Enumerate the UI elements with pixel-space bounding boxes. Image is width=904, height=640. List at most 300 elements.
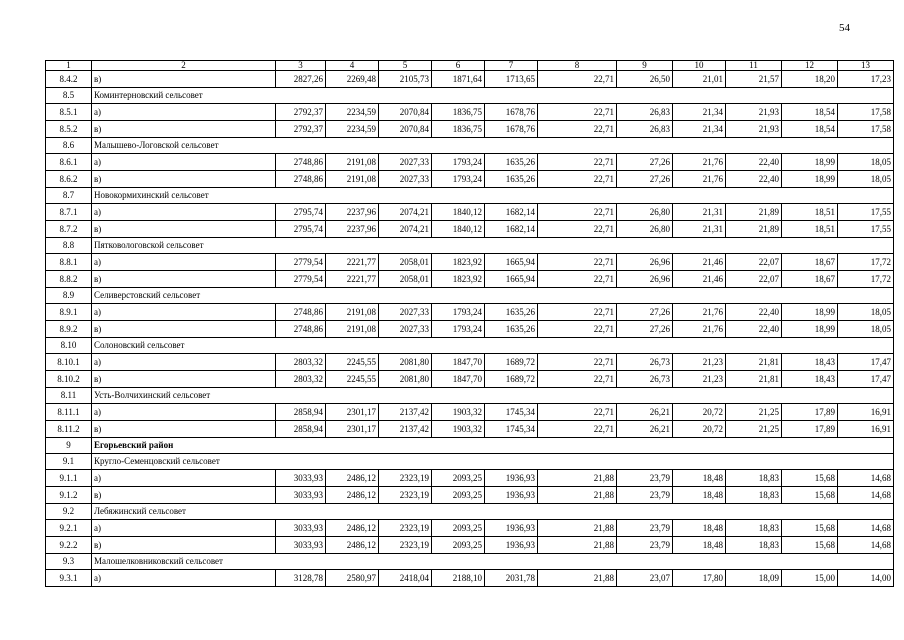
row-code: 9.3.1 <box>46 570 92 587</box>
value-cell: 21,23 <box>673 354 726 371</box>
value-cell: 1635,26 <box>485 321 538 338</box>
row-label: а) <box>92 354 276 371</box>
row-label: а) <box>92 404 276 421</box>
value-cell: 2137,42 <box>379 404 432 421</box>
tariff-table <box>45 60 894 587</box>
value-cell: 2027,33 <box>379 171 432 188</box>
table-row <box>46 520 894 537</box>
value-cell: 26,96 <box>617 271 673 288</box>
value-cell: 18,51 <box>782 204 838 221</box>
row-code: 8.9.1 <box>46 304 92 321</box>
value-cell: 3033,93 <box>276 537 326 554</box>
value-cell: 26,50 <box>617 71 673 88</box>
value-cell: 18,99 <box>782 321 838 338</box>
column-number-cell: 7 <box>485 61 538 71</box>
table-row <box>46 171 894 188</box>
row-label: а) <box>92 104 276 121</box>
column-number-cell: 12 <box>782 61 838 71</box>
value-cell: 2323,19 <box>379 487 432 504</box>
value-cell: 17,47 <box>838 354 894 371</box>
value-cell: 18,20 <box>782 71 838 88</box>
value-cell: 21,25 <box>726 421 782 438</box>
value-cell: 2234,59 <box>326 104 379 121</box>
value-cell: 1678,76 <box>485 121 538 138</box>
value-cell: 17,80 <box>673 570 726 587</box>
table-row <box>46 404 894 421</box>
row-label: в) <box>92 171 276 188</box>
value-cell: 18,05 <box>838 321 894 338</box>
value-cell: 22,71 <box>538 404 617 421</box>
value-cell: 21,01 <box>673 71 726 88</box>
value-cell: 2803,32 <box>276 354 326 371</box>
value-cell: 3033,93 <box>276 487 326 504</box>
value-cell: 18,05 <box>838 171 894 188</box>
value-cell: 2418,04 <box>379 570 432 587</box>
row-label: в) <box>92 537 276 554</box>
value-cell: 2858,94 <box>276 404 326 421</box>
settlement-name: Малышево-Логовской сельсовет <box>92 138 894 154</box>
value-cell: 1836,75 <box>432 121 485 138</box>
value-cell: 2792,37 <box>276 104 326 121</box>
table-row <box>46 487 894 504</box>
value-cell: 16,91 <box>838 421 894 438</box>
value-cell: 1689,72 <box>485 371 538 388</box>
value-cell: 21,89 <box>726 204 782 221</box>
row-code: 9.2.1 <box>46 520 92 537</box>
table-row <box>46 354 894 371</box>
value-cell: 2748,86 <box>276 154 326 171</box>
value-cell: 2093,25 <box>432 470 485 487</box>
column-number-cell: 1 <box>46 61 92 71</box>
value-cell: 18,09 <box>726 570 782 587</box>
row-code: 8.4.2 <box>46 71 92 88</box>
value-cell: 21,25 <box>726 404 782 421</box>
value-cell: 2237,96 <box>326 221 379 238</box>
row-code: 8.5 <box>46 88 92 104</box>
value-cell: 22,40 <box>726 304 782 321</box>
value-cell: 26,73 <box>617 371 673 388</box>
value-cell: 1793,24 <box>432 321 485 338</box>
value-cell: 1840,12 <box>432 221 485 238</box>
row-code: 8.6 <box>46 138 92 154</box>
value-cell: 17,23 <box>838 71 894 88</box>
row-code: 8.5.2 <box>46 121 92 138</box>
value-cell: 21,81 <box>726 371 782 388</box>
column-number-cell: 2 <box>92 61 276 71</box>
value-cell: 2748,86 <box>276 321 326 338</box>
row-label: в) <box>92 321 276 338</box>
value-cell: 2093,25 <box>432 487 485 504</box>
value-cell: 17,89 <box>782 421 838 438</box>
value-cell: 18,67 <box>782 254 838 271</box>
section-row <box>46 438 894 454</box>
value-cell: 2486,12 <box>326 470 379 487</box>
value-cell: 2058,01 <box>379 271 432 288</box>
table-row <box>46 304 894 321</box>
value-cell: 2031,78 <box>485 570 538 587</box>
table-row <box>46 154 894 171</box>
row-code: 8.11.1 <box>46 404 92 421</box>
value-cell: 2074,21 <box>379 204 432 221</box>
settlement-name: Усть-Волчихинский сельсовет <box>92 388 894 404</box>
value-cell: 1936,93 <box>485 487 538 504</box>
table-row <box>46 71 894 88</box>
row-code: 8.6.1 <box>46 154 92 171</box>
row-code: 8.9 <box>46 288 92 304</box>
value-cell: 1836,75 <box>432 104 485 121</box>
value-cell: 22,07 <box>726 271 782 288</box>
header-row <box>46 61 894 71</box>
value-cell: 1689,72 <box>485 354 538 371</box>
value-cell: 2191,08 <box>326 171 379 188</box>
value-cell: 26,96 <box>617 254 673 271</box>
section-row <box>46 388 894 404</box>
value-cell: 2795,74 <box>276 204 326 221</box>
row-label: а) <box>92 204 276 221</box>
row-label: а) <box>92 254 276 271</box>
settlement-name: Лебяжинский сельсовет <box>92 504 894 520</box>
value-cell: 26,83 <box>617 121 673 138</box>
column-number-cell: 4 <box>326 61 379 71</box>
value-cell: 17,47 <box>838 371 894 388</box>
value-cell: 2779,54 <box>276 271 326 288</box>
value-cell: 18,48 <box>673 470 726 487</box>
value-cell: 17,55 <box>838 204 894 221</box>
value-cell: 3128,78 <box>276 570 326 587</box>
value-cell: 2323,19 <box>379 520 432 537</box>
value-cell: 17,58 <box>838 121 894 138</box>
value-cell: 18,67 <box>782 271 838 288</box>
settlement-name: Малошелковниковский сельсовет <box>92 554 894 570</box>
table-row <box>46 537 894 554</box>
value-cell: 1682,14 <box>485 204 538 221</box>
settlement-name: Пятковологовской сельсовет <box>92 238 894 254</box>
value-cell: 2191,08 <box>326 154 379 171</box>
settlement-name: Кругло-Семенцовский сельсовет <box>92 454 894 470</box>
value-cell: 2221,77 <box>326 254 379 271</box>
value-cell: 17,72 <box>838 254 894 271</box>
value-cell: 1682,14 <box>485 221 538 238</box>
value-cell: 2027,33 <box>379 304 432 321</box>
value-cell: 1665,94 <box>485 271 538 288</box>
value-cell: 3033,93 <box>276 470 326 487</box>
column-number-cell: 13 <box>838 61 894 71</box>
value-cell: 27,26 <box>617 321 673 338</box>
row-code: 8.7 <box>46 188 92 204</box>
value-cell: 21,88 <box>538 537 617 554</box>
row-label: в) <box>92 371 276 388</box>
value-cell: 26,21 <box>617 421 673 438</box>
value-cell: 15,00 <box>782 570 838 587</box>
value-cell: 2093,25 <box>432 520 485 537</box>
value-cell: 21,46 <box>673 254 726 271</box>
value-cell: 27,26 <box>617 304 673 321</box>
row-code: 8.10 <box>46 338 92 354</box>
value-cell: 18,99 <box>782 154 838 171</box>
section-row <box>46 504 894 520</box>
value-cell: 18,99 <box>782 171 838 188</box>
value-cell: 21,76 <box>673 304 726 321</box>
table-row <box>46 321 894 338</box>
value-cell: 22,71 <box>538 154 617 171</box>
value-cell: 14,68 <box>838 470 894 487</box>
value-cell: 2323,19 <box>379 537 432 554</box>
value-cell: 23,79 <box>617 470 673 487</box>
row-code: 9.1.1 <box>46 470 92 487</box>
row-label: в) <box>92 71 276 88</box>
value-cell: 14,68 <box>838 537 894 554</box>
value-cell: 18,43 <box>782 354 838 371</box>
row-code: 8.8 <box>46 238 92 254</box>
row-code: 9.2.2 <box>46 537 92 554</box>
row-code: 8.6.2 <box>46 171 92 188</box>
value-cell: 22,71 <box>538 171 617 188</box>
value-cell: 1793,24 <box>432 304 485 321</box>
settlement-name: Коминтерновский сельсовет <box>92 88 894 104</box>
value-cell: 23,79 <box>617 487 673 504</box>
value-cell: 27,26 <box>617 171 673 188</box>
value-cell: 2105,73 <box>379 71 432 88</box>
value-cell: 1936,93 <box>485 537 538 554</box>
value-cell: 21,76 <box>673 154 726 171</box>
section-row <box>46 138 894 154</box>
table-row <box>46 421 894 438</box>
row-code: 8.8.2 <box>46 271 92 288</box>
row-code: 9.3 <box>46 554 92 570</box>
value-cell: 17,58 <box>838 104 894 121</box>
settlement-name: Новокормихинский сельсовет <box>92 188 894 204</box>
column-number-cell: 11 <box>726 61 782 71</box>
value-cell: 18,48 <box>673 487 726 504</box>
value-cell: 2191,08 <box>326 304 379 321</box>
row-code: 8.7.2 <box>46 221 92 238</box>
value-cell: 21,57 <box>726 71 782 88</box>
value-cell: 1840,12 <box>432 204 485 221</box>
value-cell: 1847,70 <box>432 371 485 388</box>
value-cell: 21,23 <box>673 371 726 388</box>
value-cell: 2858,94 <box>276 421 326 438</box>
value-cell: 2188,10 <box>432 570 485 587</box>
value-cell: 27,26 <box>617 154 673 171</box>
value-cell: 22,40 <box>726 321 782 338</box>
value-cell: 2803,32 <box>276 371 326 388</box>
value-cell: 18,83 <box>726 537 782 554</box>
value-cell: 2237,96 <box>326 204 379 221</box>
settlement-name: Селиверстовский сельсовет <box>92 288 894 304</box>
value-cell: 18,48 <box>673 520 726 537</box>
value-cell: 2779,54 <box>276 254 326 271</box>
value-cell: 18,48 <box>673 537 726 554</box>
value-cell: 2074,21 <box>379 221 432 238</box>
value-cell: 2070,84 <box>379 104 432 121</box>
value-cell: 18,05 <box>838 154 894 171</box>
district-name: Егорьевский район <box>92 438 894 454</box>
value-cell: 18,83 <box>726 470 782 487</box>
row-label: а) <box>92 470 276 487</box>
value-cell: 21,46 <box>673 271 726 288</box>
table-row <box>46 470 894 487</box>
value-cell: 26,21 <box>617 404 673 421</box>
row-code: 8.11 <box>46 388 92 404</box>
column-number-cell: 8 <box>538 61 617 71</box>
value-cell: 2093,25 <box>432 537 485 554</box>
value-cell: 1871,64 <box>432 71 485 88</box>
section-row <box>46 554 894 570</box>
value-cell: 2827,26 <box>276 71 326 88</box>
value-cell: 2245,55 <box>326 371 379 388</box>
value-cell: 21,34 <box>673 121 726 138</box>
value-cell: 1903,32 <box>432 404 485 421</box>
table-row <box>46 371 894 388</box>
value-cell: 22,71 <box>538 271 617 288</box>
value-cell: 22,71 <box>538 71 617 88</box>
value-cell: 21,81 <box>726 354 782 371</box>
value-cell: 18,99 <box>782 304 838 321</box>
section-row <box>46 454 894 470</box>
value-cell: 1847,70 <box>432 354 485 371</box>
column-number-cell: 3 <box>276 61 326 71</box>
value-cell: 1745,34 <box>485 421 538 438</box>
value-cell: 18,05 <box>838 304 894 321</box>
value-cell: 18,51 <box>782 221 838 238</box>
value-cell: 15,68 <box>782 487 838 504</box>
value-cell: 22,07 <box>726 254 782 271</box>
value-cell: 2301,17 <box>326 404 379 421</box>
row-label: в) <box>92 487 276 504</box>
value-cell: 18,54 <box>782 104 838 121</box>
row-label: в) <box>92 421 276 438</box>
table-row <box>46 271 894 288</box>
value-cell: 15,68 <box>782 520 838 537</box>
row-code: 8.10.1 <box>46 354 92 371</box>
settlement-name: Солоновский сельсовет <box>92 338 894 354</box>
value-cell: 23,79 <box>617 537 673 554</box>
section-row <box>46 88 894 104</box>
value-cell: 26,83 <box>617 104 673 121</box>
value-cell: 15,68 <box>782 470 838 487</box>
value-cell: 1635,26 <box>485 304 538 321</box>
value-cell: 22,71 <box>538 304 617 321</box>
table-row <box>46 570 894 587</box>
value-cell: 22,71 <box>538 254 617 271</box>
row-label: в) <box>92 271 276 288</box>
value-cell: 18,83 <box>726 487 782 504</box>
row-code: 8.9.2 <box>46 321 92 338</box>
value-cell: 1745,34 <box>485 404 538 421</box>
value-cell: 1793,24 <box>432 154 485 171</box>
row-label: а) <box>92 304 276 321</box>
value-cell: 2486,12 <box>326 537 379 554</box>
value-cell: 1793,24 <box>432 171 485 188</box>
value-cell: 22,71 <box>538 121 617 138</box>
section-row <box>46 288 894 304</box>
value-cell: 2234,59 <box>326 121 379 138</box>
value-cell: 17,89 <box>782 404 838 421</box>
value-cell: 2245,55 <box>326 354 379 371</box>
value-cell: 2323,19 <box>379 470 432 487</box>
value-cell: 21,88 <box>538 570 617 587</box>
value-cell: 14,00 <box>838 570 894 587</box>
value-cell: 22,71 <box>538 221 617 238</box>
value-cell: 22,71 <box>538 354 617 371</box>
value-cell: 21,34 <box>673 104 726 121</box>
value-cell: 2301,17 <box>326 421 379 438</box>
column-number-cell: 6 <box>432 61 485 71</box>
value-cell: 22,71 <box>538 321 617 338</box>
value-cell: 21,76 <box>673 321 726 338</box>
value-cell: 18,43 <box>782 371 838 388</box>
section-row <box>46 188 894 204</box>
table-row <box>46 254 894 271</box>
value-cell: 1823,92 <box>432 271 485 288</box>
page-number: 54 <box>839 22 850 34</box>
value-cell: 1635,26 <box>485 154 538 171</box>
row-code: 8.7.1 <box>46 204 92 221</box>
value-cell: 16,91 <box>838 404 894 421</box>
value-cell: 2269,48 <box>326 71 379 88</box>
row-code: 8.11.2 <box>46 421 92 438</box>
value-cell: 1713,65 <box>485 71 538 88</box>
value-cell: 2027,33 <box>379 154 432 171</box>
table-row <box>46 204 894 221</box>
value-cell: 17,55 <box>838 221 894 238</box>
row-label: а) <box>92 570 276 587</box>
section-row <box>46 238 894 254</box>
row-label: а) <box>92 520 276 537</box>
column-number-cell: 9 <box>617 61 673 71</box>
value-cell: 2748,86 <box>276 304 326 321</box>
value-cell: 2058,01 <box>379 254 432 271</box>
column-number-cell: 10 <box>673 61 726 71</box>
value-cell: 21,31 <box>673 221 726 238</box>
table-row <box>46 221 894 238</box>
value-cell: 26,80 <box>617 204 673 221</box>
value-cell: 2221,77 <box>326 271 379 288</box>
value-cell: 21,88 <box>538 487 617 504</box>
column-number-cell: 5 <box>379 61 432 71</box>
value-cell: 1678,76 <box>485 104 538 121</box>
value-cell: 15,68 <box>782 537 838 554</box>
value-cell: 18,54 <box>782 121 838 138</box>
value-cell: 20,72 <box>673 404 726 421</box>
value-cell: 21,93 <box>726 121 782 138</box>
value-cell: 22,71 <box>538 371 617 388</box>
value-cell: 2795,74 <box>276 221 326 238</box>
row-label: а) <box>92 154 276 171</box>
value-cell: 17,72 <box>838 271 894 288</box>
value-cell: 3033,93 <box>276 520 326 537</box>
row-code: 9.1 <box>46 454 92 470</box>
value-cell: 21,31 <box>673 204 726 221</box>
value-cell: 2580,97 <box>326 570 379 587</box>
value-cell: 22,40 <box>726 171 782 188</box>
row-code: 8.5.1 <box>46 104 92 121</box>
value-cell: 20,72 <box>673 421 726 438</box>
value-cell: 26,80 <box>617 221 673 238</box>
value-cell: 21,76 <box>673 171 726 188</box>
tariff-table-body <box>46 61 894 587</box>
row-code: 8.8.1 <box>46 254 92 271</box>
table-row <box>46 121 894 138</box>
value-cell: 21,93 <box>726 104 782 121</box>
section-row <box>46 338 894 354</box>
row-code: 8.10.2 <box>46 371 92 388</box>
value-cell: 2792,37 <box>276 121 326 138</box>
value-cell: 26,73 <box>617 354 673 371</box>
table-row <box>46 104 894 121</box>
value-cell: 2027,33 <box>379 321 432 338</box>
value-cell: 1936,93 <box>485 470 538 487</box>
